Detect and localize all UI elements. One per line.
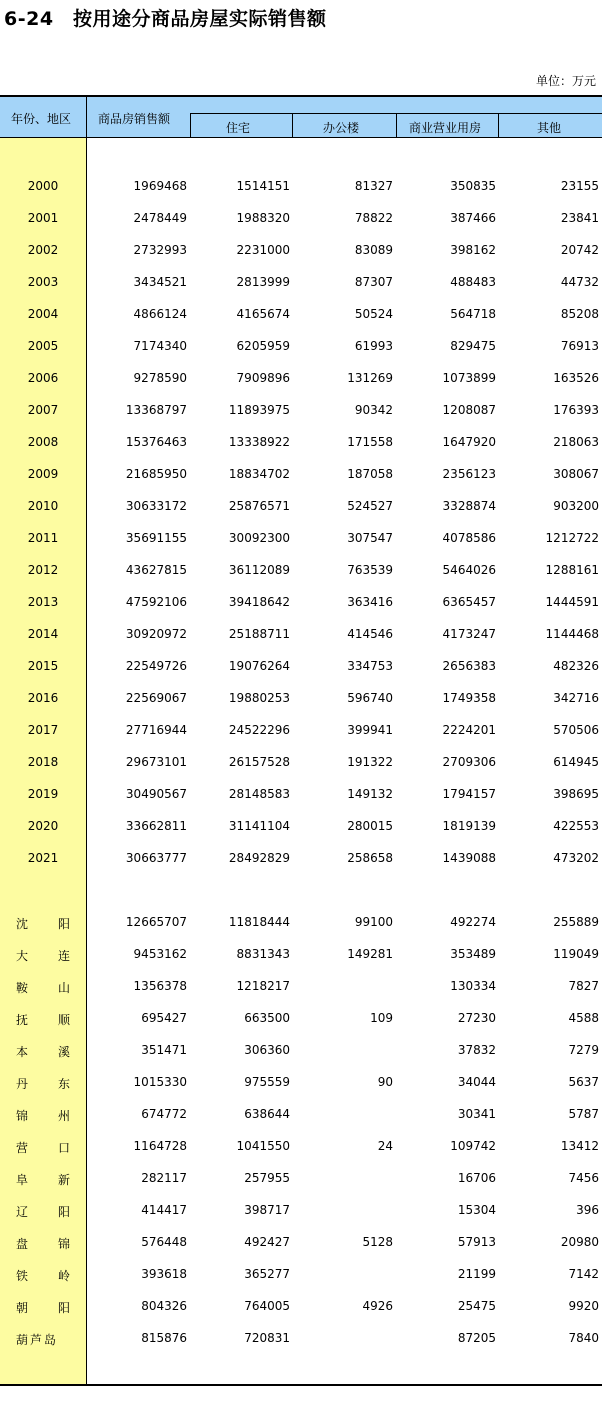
city-label-part: 沈 (16, 917, 29, 931)
total-value: 1356378 (133, 979, 187, 993)
office-value: 90 (377, 1075, 393, 1089)
office-value: 90342 (354, 403, 393, 417)
total-value: 4866124 (133, 307, 187, 321)
commercial-value: 1647920 (442, 435, 496, 449)
total-value: 1015330 (133, 1075, 187, 1089)
total-value: 9278590 (133, 371, 187, 385)
other-value: 422553 (553, 819, 599, 833)
residential-value: 2813999 (236, 275, 290, 289)
table-row (0, 467, 602, 483)
residential-value: 306360 (244, 1043, 290, 1057)
total-value: 15376463 (125, 435, 187, 449)
commercial-value: 15304 (457, 1203, 496, 1217)
other-value: 570506 (553, 723, 599, 737)
residential-value: 2231000 (236, 243, 290, 257)
table-row (0, 403, 602, 419)
office-value: 171558 (347, 435, 393, 449)
total-value: 33662811 (125, 819, 187, 833)
commercial-value: 4078586 (442, 531, 496, 545)
total-value: 2478449 (133, 211, 187, 225)
residential-value: 492427 (244, 1235, 290, 1249)
residential-value: 1514151 (236, 179, 290, 193)
year-label: 2020 (27, 819, 59, 833)
year-label: 2021 (27, 851, 59, 865)
city-label-part: 鞍 (16, 981, 29, 995)
table-row (0, 1235, 602, 1251)
table-row (0, 723, 602, 739)
table-row (0, 659, 602, 675)
commercial-value: 37832 (457, 1043, 496, 1057)
city-label-part: 连 (57, 949, 70, 963)
residential-value: 365277 (244, 1267, 290, 1281)
residential-value: 11893975 (228, 403, 290, 417)
total-value: 804326 (141, 1299, 187, 1313)
table-row (0, 595, 602, 611)
office-value: 334753 (347, 659, 393, 673)
other-value: 20742 (560, 243, 599, 257)
other-value: 7456 (568, 1171, 599, 1185)
total-value: 35691155 (125, 531, 187, 545)
city-label-part: 大 (16, 949, 29, 963)
office-value: 99100 (354, 915, 393, 929)
table-row (0, 787, 602, 803)
commercial-value: 109742 (450, 1139, 496, 1153)
city-label-part: 顺 (57, 1013, 70, 1027)
city-label-part: 铁 (16, 1269, 29, 1283)
other-value: 5637 (568, 1075, 599, 1089)
other-value: 903200 (553, 499, 599, 513)
commercial-value: 1749358 (442, 691, 496, 705)
table-row (0, 1011, 602, 1027)
other-value: 1288161 (545, 563, 599, 577)
commercial-value: 353489 (450, 947, 496, 961)
residential-value: 4165674 (236, 307, 290, 321)
city-label-part: 朝 (16, 1301, 29, 1315)
total-value: 30920972 (125, 627, 187, 641)
other-value: 7827 (568, 979, 599, 993)
other-value: 1144468 (545, 627, 599, 641)
year-label: 2010 (27, 499, 59, 513)
office-value: 83089 (354, 243, 393, 257)
other-value: 1444591 (545, 595, 599, 609)
year-label: 2016 (27, 691, 59, 705)
commercial-value: 488483 (450, 275, 496, 289)
office-value: 191322 (347, 755, 393, 769)
residential-value: 24522296 (228, 723, 290, 737)
office-value: 414546 (347, 627, 393, 641)
city-label-part: 辽 (16, 1205, 29, 1219)
other-value: 176393 (553, 403, 599, 417)
residential-value: 19880253 (228, 691, 290, 705)
other-value: 308067 (553, 467, 599, 481)
city-label-part: 东 (57, 1077, 70, 1091)
commercial-value: 2356123 (442, 467, 496, 481)
commercial-value: 27230 (457, 1011, 496, 1025)
year-label: 2015 (27, 659, 59, 673)
subheader-divider (292, 113, 293, 137)
commercial-value: 564718 (450, 307, 496, 321)
year-label: 2017 (27, 723, 59, 737)
office-value: 258658 (347, 851, 393, 865)
year-label: 2012 (27, 563, 59, 577)
office-value: 81327 (354, 179, 393, 193)
total-value: 576448 (141, 1235, 187, 1249)
total-value: 12665707 (125, 915, 187, 929)
table-title: 6-24 按用途分商品房屋实际销售额 (4, 8, 327, 30)
commercial-value: 34044 (457, 1075, 496, 1089)
city-label-part: 丹 (16, 1077, 29, 1091)
residential-value: 19076264 (228, 659, 290, 673)
year-label: 2004 (27, 307, 59, 321)
residential-value: 764005 (244, 1299, 290, 1313)
commercial-value: 4173247 (442, 627, 496, 641)
office-value: 307547 (347, 531, 393, 545)
other-value: 396 (576, 1203, 599, 1217)
commercial-value: 2656383 (442, 659, 496, 673)
other-value: 76913 (560, 339, 599, 353)
bottom-rule (0, 1384, 602, 1386)
header-total: 商品房销售额 (98, 112, 171, 126)
residential-value: 36112089 (228, 563, 290, 577)
residential-value: 1218217 (236, 979, 290, 993)
office-value: 24 (377, 1139, 393, 1153)
table-row (0, 979, 602, 995)
commercial-value: 1439088 (442, 851, 496, 865)
table-row (0, 307, 602, 323)
header-residential: 住宅 (226, 121, 251, 135)
residential-value: 28492829 (228, 851, 290, 865)
year-label: 2007 (27, 403, 59, 417)
top-rule (0, 95, 602, 97)
year-label: 2002 (27, 243, 59, 257)
commercial-value: 30341 (457, 1107, 496, 1121)
other-value: 398695 (553, 787, 599, 801)
commercial-value: 492274 (450, 915, 496, 929)
city-label-part: 阳 (57, 1205, 70, 1219)
table-row (0, 563, 602, 579)
table-row (0, 915, 602, 931)
other-value: 7279 (568, 1043, 599, 1057)
year-label: 2011 (27, 531, 59, 545)
table-row (0, 371, 602, 387)
city-label-part: 山 (57, 981, 70, 995)
office-value: 399941 (347, 723, 393, 737)
header-other: 其他 (537, 121, 562, 135)
header-band (0, 97, 602, 138)
year-label: 2014 (27, 627, 59, 641)
residential-value: 18834702 (228, 467, 290, 481)
table-row (0, 211, 602, 227)
commercial-value: 2709306 (442, 755, 496, 769)
city-label-part: 盘 (16, 1237, 29, 1251)
office-value: 50524 (354, 307, 393, 321)
office-value: 78822 (354, 211, 393, 225)
total-value: 13368797 (125, 403, 187, 417)
total-value: 1969468 (133, 179, 187, 193)
other-value: 5787 (568, 1107, 599, 1121)
year-label: 2018 (27, 755, 59, 769)
residential-value: 28148583 (228, 787, 290, 801)
year-label: 2009 (27, 467, 59, 481)
year-label: 2001 (27, 211, 59, 225)
total-value: 22569067 (125, 691, 187, 705)
city-label-part: 阳 (57, 917, 70, 931)
residential-value: 7909896 (236, 371, 290, 385)
office-value: 763539 (347, 563, 393, 577)
commercial-value: 1819139 (442, 819, 496, 833)
residential-value: 663500 (244, 1011, 290, 1025)
total-value: 21685950 (125, 467, 187, 481)
residential-value: 30092300 (228, 531, 290, 545)
commercial-value: 2224201 (442, 723, 496, 737)
table-row (0, 819, 602, 835)
table-row (0, 627, 602, 643)
other-value: 163526 (553, 371, 599, 385)
header-office: 办公楼 (323, 121, 360, 135)
residential-value: 6205959 (236, 339, 290, 353)
commercial-value: 21199 (457, 1267, 496, 1281)
other-value: 4588 (568, 1011, 599, 1025)
residential-value: 720831 (244, 1331, 290, 1345)
subheader-divider (498, 113, 499, 137)
table-row (0, 1107, 602, 1123)
total-value: 674772 (141, 1107, 187, 1121)
table-row (0, 275, 602, 291)
commercial-value: 57913 (457, 1235, 496, 1249)
total-value: 815876 (141, 1331, 187, 1345)
other-value: 473202 (553, 851, 599, 865)
office-value: 5128 (362, 1235, 393, 1249)
commercial-value: 398162 (450, 243, 496, 257)
year-label: 2005 (27, 339, 59, 353)
office-value: 149281 (347, 947, 393, 961)
total-value: 2732993 (133, 243, 187, 257)
other-value: 9920 (568, 1299, 599, 1313)
residential-value: 25188711 (228, 627, 290, 641)
total-value: 27716944 (125, 723, 187, 737)
residential-value: 25876571 (228, 499, 290, 513)
commercial-value: 6365457 (442, 595, 496, 609)
table-row (0, 755, 602, 771)
office-value: 61993 (354, 339, 393, 353)
table-row (0, 1331, 602, 1347)
other-value: 482326 (553, 659, 599, 673)
residential-value: 1988320 (236, 211, 290, 225)
table-row (0, 531, 602, 547)
table-row (0, 1299, 602, 1315)
city-label-part: 阜 (16, 1173, 29, 1187)
office-value: 363416 (347, 595, 393, 609)
residential-value: 13338922 (228, 435, 290, 449)
year-label: 2006 (27, 371, 59, 385)
table-row (0, 1043, 602, 1059)
total-value: 3434521 (133, 275, 187, 289)
table-row (0, 1171, 602, 1187)
commercial-value: 16706 (457, 1171, 496, 1185)
office-value: 87307 (354, 275, 393, 289)
commercial-value: 3328874 (442, 499, 496, 513)
other-value: 218063 (553, 435, 599, 449)
commercial-value: 87205 (457, 1331, 496, 1345)
commercial-value: 5464026 (442, 563, 496, 577)
city-label-part: 溪 (57, 1045, 70, 1059)
total-value: 30633172 (125, 499, 187, 513)
unit-label: 单位：万元 (535, 74, 596, 88)
other-value: 85208 (560, 307, 599, 321)
total-value: 30490567 (125, 787, 187, 801)
other-value: 614945 (553, 755, 599, 769)
commercial-value: 1208087 (442, 403, 496, 417)
total-value: 351471 (141, 1043, 187, 1057)
residential-value: 257955 (244, 1171, 290, 1185)
residential-value: 398717 (244, 1203, 290, 1217)
residential-value: 39418642 (228, 595, 290, 609)
residential-value: 26157528 (228, 755, 290, 769)
city-label-part: 锦 (16, 1109, 29, 1123)
residential-value: 11818444 (228, 915, 290, 929)
city-label-part: 岭 (57, 1269, 70, 1283)
total-value: 9453162 (133, 947, 187, 961)
other-value: 23155 (560, 179, 599, 193)
subheader-divider (190, 113, 191, 137)
city-label-part: 营 (16, 1141, 29, 1155)
table-row (0, 499, 602, 515)
table-row (0, 1075, 602, 1091)
total-value: 282117 (141, 1171, 187, 1185)
commercial-value: 350835 (450, 179, 496, 193)
other-value: 13412 (560, 1139, 599, 1153)
office-value: 280015 (347, 819, 393, 833)
other-value: 119049 (553, 947, 599, 961)
other-value: 23841 (560, 211, 599, 225)
total-value: 29673101 (125, 755, 187, 769)
table-row (0, 691, 602, 707)
office-value: 596740 (347, 691, 393, 705)
commercial-value: 829475 (450, 339, 496, 353)
office-value: 131269 (347, 371, 393, 385)
subheader-divider (396, 113, 397, 137)
city-label-part: 锦 (57, 1237, 70, 1251)
table-row (0, 339, 602, 355)
table-row (0, 243, 602, 259)
city-label-part: 抚 (16, 1013, 29, 1027)
table-row (0, 947, 602, 963)
other-value: 44732 (560, 275, 599, 289)
city-label-part: 口 (57, 1141, 70, 1155)
table-row (0, 1203, 602, 1219)
total-value: 1164728 (133, 1139, 187, 1153)
table-row (0, 851, 602, 867)
header-commercial: 商业营业用房 (409, 121, 482, 135)
residential-value: 1041550 (236, 1139, 290, 1153)
office-value: 524527 (347, 499, 393, 513)
total-value: 43627815 (125, 563, 187, 577)
other-value: 255889 (553, 915, 599, 929)
commercial-value: 25475 (457, 1299, 496, 1313)
header-row-label: 年份、地区 (11, 112, 72, 126)
other-value: 7840 (568, 1331, 599, 1345)
header-rule (0, 137, 602, 138)
other-value: 7142 (568, 1267, 599, 1281)
total-value: 30663777 (125, 851, 187, 865)
commercial-value: 387466 (450, 211, 496, 225)
residential-value: 8831343 (236, 947, 290, 961)
total-value: 393618 (141, 1267, 187, 1281)
residential-value: 975559 (244, 1075, 290, 1089)
total-value: 47592106 (125, 595, 187, 609)
year-label: 2000 (27, 179, 59, 193)
city-label-part: 阳 (57, 1301, 70, 1315)
office-value: 4926 (362, 1299, 393, 1313)
city-label-part: 新 (57, 1173, 70, 1187)
commercial-value: 1073899 (442, 371, 496, 385)
commercial-value: 130334 (450, 979, 496, 993)
city-label-part: 本 (16, 1045, 29, 1059)
year-label: 2019 (27, 787, 59, 801)
total-value: 695427 (141, 1011, 187, 1025)
table-row (0, 435, 602, 451)
other-value: 1212722 (545, 531, 599, 545)
office-value: 187058 (347, 467, 393, 481)
office-value: 109 (370, 1011, 393, 1025)
commercial-value: 1794157 (442, 787, 496, 801)
office-value: 149132 (347, 787, 393, 801)
other-value: 20980 (560, 1235, 599, 1249)
city-label-part: 州 (57, 1109, 70, 1123)
total-value: 7174340 (133, 339, 187, 353)
year-label: 2013 (27, 595, 59, 609)
residential-value: 638644 (244, 1107, 290, 1121)
year-label: 2008 (27, 435, 59, 449)
year-label: 2003 (27, 275, 59, 289)
table-row (0, 179, 602, 195)
residential-value: 31141104 (228, 819, 290, 833)
city-label-part: 葫芦岛 (16, 1333, 59, 1347)
table-row (0, 1139, 602, 1155)
table-row (0, 1267, 602, 1283)
other-value: 342716 (553, 691, 599, 705)
total-value: 22549726 (125, 659, 187, 673)
total-value: 414417 (141, 1203, 187, 1217)
